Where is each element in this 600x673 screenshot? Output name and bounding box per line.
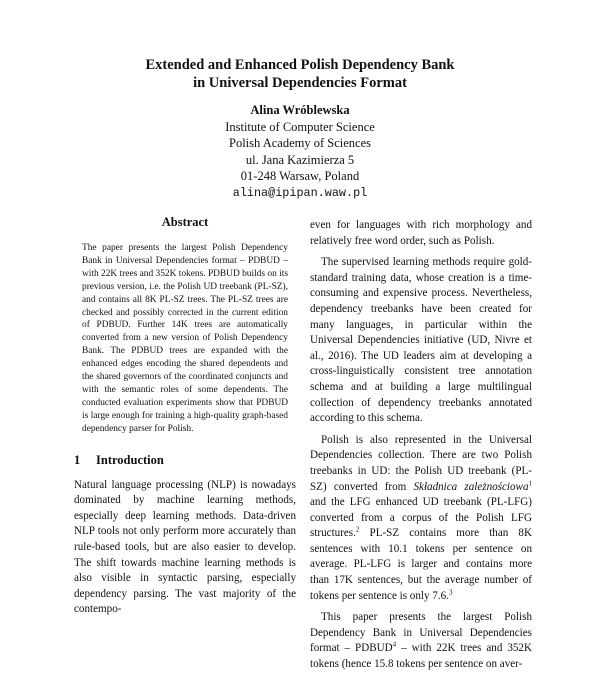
skladnica-title: Składnica zależnościowa — [413, 480, 529, 493]
intro-paragraph-3 — [310, 433, 532, 605]
footnote-marker-4[interactable]: 4 — [392, 640, 397, 649]
left-column — [74, 214, 296, 618]
footnote-marker-2[interactable]: 2 — [355, 525, 360, 534]
intro-paragraph-2: The supervised learning methods require gold-standard training data, whose creation is a time-consuming and expensive process. Nevertheless, dependency treebanks have been created for many languages, in particular within the Universal Dependencies initiative (UD, Nivre et al., 2016). The UD leaders aim at developing a cross-linguistically consistent tree annotation schema and at building a large multilingual collection of dependency treebanks annotated according to this schema. — [310, 256, 532, 425]
section-heading-introduction — [74, 452, 296, 468]
intro-paragraph-1: Natural language processing (NLP) is nowadays dominated by machine learning methods, especially deep learning methods. Data-driven NLP tools not only perform more accurately than rule-based tools, but are also easier to develop. The shift towards machine learning methods is also visible in syntactic parsing, especially dependency parsing. The vast majority of the contempo- — [74, 478, 296, 616]
para3-text-c: PL-SZ contains more than 8K sentences with 10.1 tokens per sentence on average. PL-LFG is larger and contains more than 17K sentences, but the average number of tokens per sentence is only 7.6. — [310, 527, 532, 602]
author-street: ul. Jana Kazimierza 5 — [245, 152, 355, 167]
author-name: Alina Wróblewska — [250, 103, 350, 117]
author-affiliation-institute: Institute of Computer Science — [225, 119, 375, 134]
author-city: 01-248 Warsaw, Poland — [240, 169, 360, 184]
author-block — [160, 102, 440, 202]
right-column — [310, 218, 532, 673]
title-line-1: Extended and Enhanced Polish Dependency Bank — [145, 57, 455, 73]
intro-continuation: even for languages with rich morphology and relatively free word order, such as Polish. — [310, 219, 532, 247]
section-number: 1 — [74, 452, 81, 467]
section-title: Introduction — [96, 452, 164, 467]
abstract-heading: Abstract — [161, 215, 209, 229]
footnote-marker-1[interactable]: 1 — [528, 478, 532, 487]
para4-text-a: This paper presents the largest Polish Dependency Bank in Universal Dependencies format – PDBUD — [310, 611, 532, 655]
title-line-2: in Universal Dependencies Format — [193, 75, 407, 91]
abstract-text: The paper presents the largest Polish Dependency Bank in Universal Dependencies format – PDBUD – with 22K trees and 352K tokens. PDBUD builds on its previous version, i.e. the Polish UD treebank (PL-SZ), and contains all 8K PL-SZ trees. The PL-SZ trees are checked and possibly corrected in the current edition of PDBUD. Further 14K trees are automatically converted from a new version of Polish Dependency Bank. The PDBUD trees are expanded with the enhanced edges encoding the shared dependents and the shared governors of the coordinated conjuncts and with the semantic roles of some dependents. The conducted evaluation experiments show that PDBUD is large enough for training a high-quality graph-based dependency parser for Polish. — [82, 243, 288, 434]
para3-text-a: Polish is also represented in the Universal Dependencies collection. There are two Polish treebanks in UD: the Polish UD treebank (PL-SZ) converted from — [310, 433, 532, 493]
author-affiliation-academy: Polish Academy of Sciences — [229, 136, 371, 151]
footnote-marker-3[interactable]: 3 — [448, 587, 453, 596]
author-email: alina@ipipan.waw.pl — [232, 185, 368, 200]
paper-title — [60, 56, 540, 92]
intro-paragraph-4 — [310, 610, 532, 672]
para3-text-b: and the LFG enhanced UD treebank (PL-LFG) converted from a corpus of the Polish LFG structures. — [310, 496, 532, 540]
para4-text-b: – with 22K trees and 352K tokens (hence 15.8 tokens per sentence on aver- — [310, 642, 532, 671]
